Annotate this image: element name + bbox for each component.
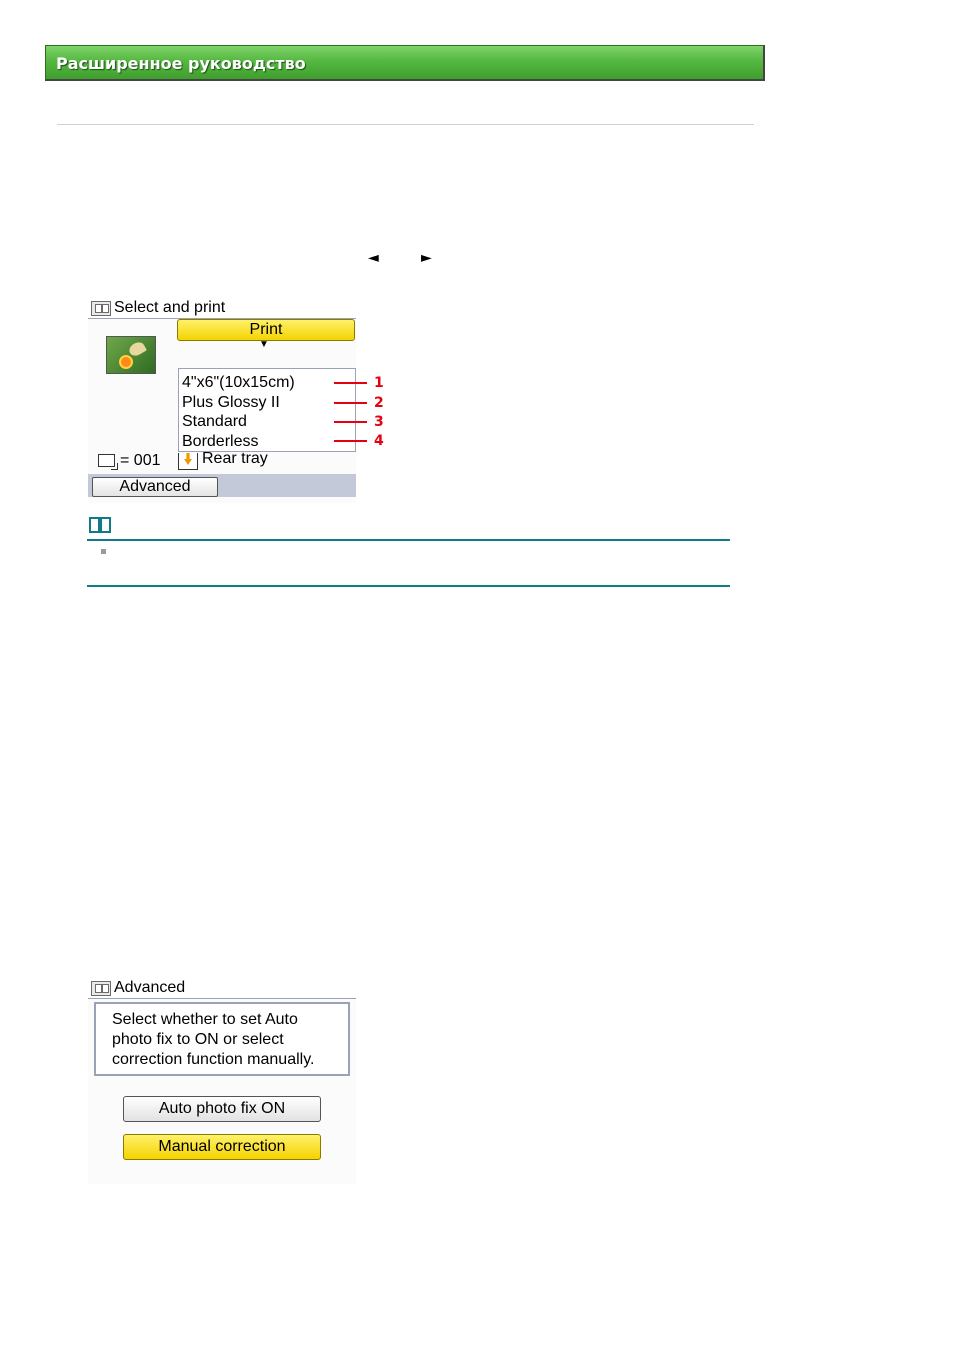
copies-count: = 001	[120, 452, 161, 469]
function-bar	[88, 474, 356, 497]
callout-number-2: 2	[374, 395, 384, 411]
separator	[57, 124, 754, 125]
note-book-right-page	[100, 517, 111, 533]
advanced-screen	[88, 978, 356, 1184]
copies-icon	[98, 454, 115, 467]
message-line: Select whether to set Auto	[112, 1011, 298, 1028]
paper-source-label: Rear tray	[202, 450, 268, 467]
down-triangle-icon: ▼	[259, 339, 269, 350]
menu-icon	[91, 301, 111, 316]
callout-number-4: 4	[374, 433, 384, 449]
screen-title-row	[88, 978, 356, 999]
print-button[interactable]: Print	[177, 319, 355, 341]
callout-line-4	[334, 440, 367, 442]
select-and-print-screen	[88, 298, 384, 503]
note-book-icon	[89, 517, 113, 533]
menu-icon	[91, 981, 111, 996]
message-line: correction function manually.	[112, 1051, 315, 1068]
note-book-left-page	[89, 517, 100, 533]
advanced-button[interactable]: Advanced	[92, 477, 218, 497]
auto-photo-fix-button[interactable]: Auto photo fix ON	[123, 1096, 321, 1122]
callout-line-1	[334, 382, 367, 384]
screen-title: Select and print	[114, 299, 226, 316]
left-arrow-icon: ◄	[368, 250, 379, 266]
setting-layout: Borderless	[182, 433, 259, 450]
message-line: photo fix to ON or select	[112, 1031, 284, 1048]
page-title: Расширенное руководство	[56, 54, 306, 73]
callout-number-1: 1	[374, 375, 384, 391]
flower-icon	[119, 355, 133, 369]
tray-arrow-icon	[184, 453, 192, 465]
rear-tray-icon	[178, 453, 198, 470]
note-bullet-icon	[101, 549, 106, 554]
header-bar	[45, 45, 765, 81]
note-top-rule	[87, 539, 730, 541]
screen-title: Advanced	[114, 979, 186, 996]
print-settings-list[interactable]	[178, 368, 356, 452]
callout-line-3	[334, 421, 367, 423]
photo-thumbnail[interactable]	[106, 336, 156, 374]
advanced-message-box	[94, 1002, 350, 1076]
setting-print-quality: Standard	[182, 413, 247, 430]
manual-correction-button[interactable]: Manual correction	[123, 1134, 321, 1160]
setting-page-size: 4"x6"(10x15cm)	[182, 374, 295, 391]
callout-line-2	[334, 402, 367, 404]
setting-media-type: Plus Glossy II	[182, 394, 280, 411]
screen-title-row	[88, 298, 356, 319]
callout-number-3: 3	[374, 414, 384, 430]
right-arrow-icon: ►	[421, 250, 432, 266]
note-bottom-rule	[87, 585, 730, 587]
